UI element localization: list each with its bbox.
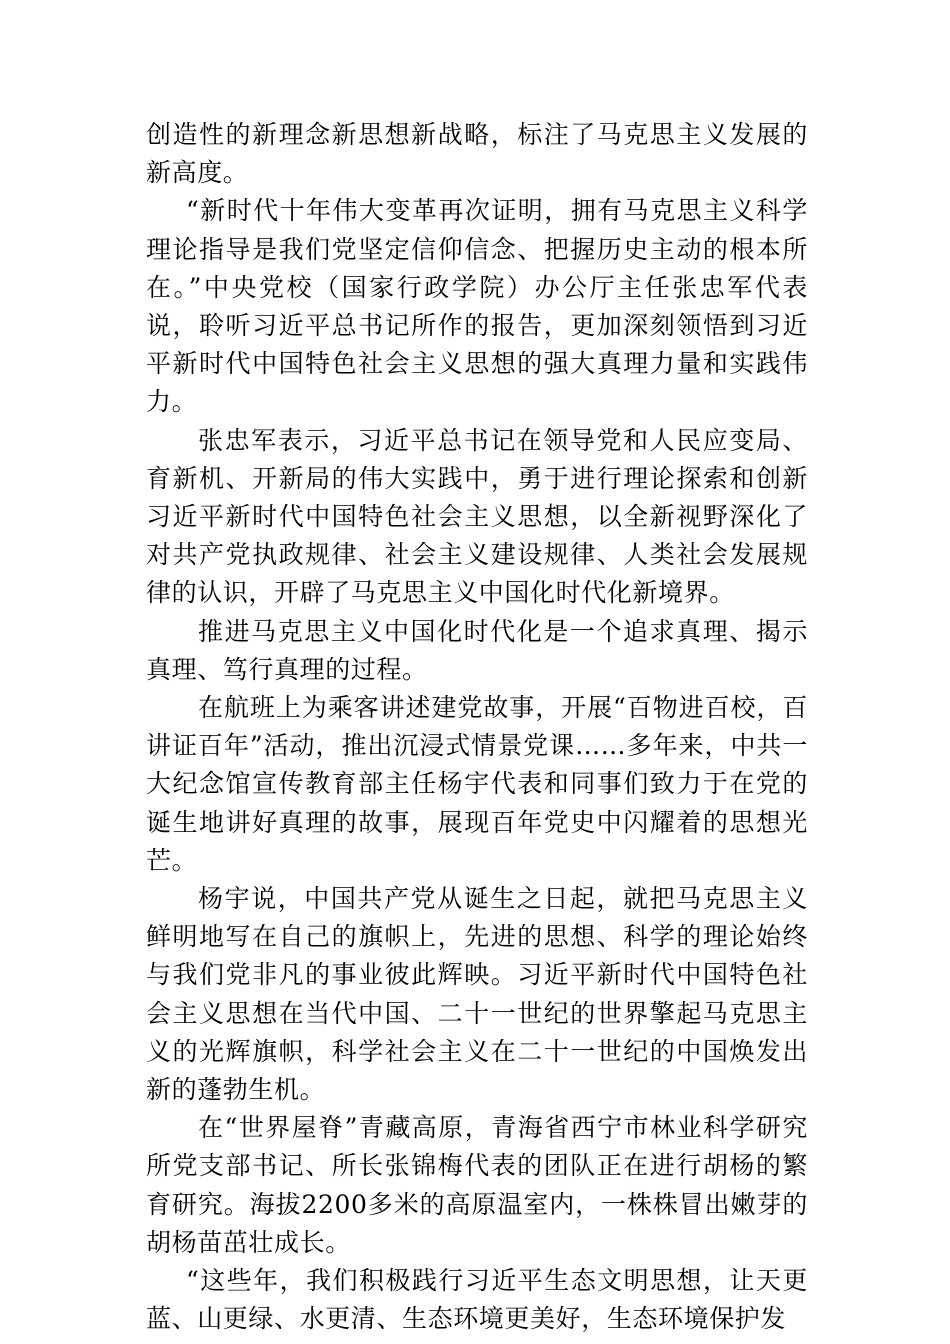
- paragraph-4: 推进马克思主义中国化时代化是一个追求真理、揭示真理、笃行真理的过程。: [146, 616, 808, 684]
- paragraph-3: 张忠军表示，习近平总书记在领导党和人民应变局、育新机、开新局的伟大实践中，勇于进行理论探索和创新习近平新时代中国特色社会主义思想，以全新视野深化了对共产党执政规律、社会主义建设规律、人类社会发展规律的认识，开辟了马克思主义中国化时代化新境界。: [146, 425, 808, 608]
- paragraph-8: “这些年，我们积极践行习近平生态文明思想，让天更蓝、山更绿、水更清、生态环境更美好，生态环境保护发: [146, 1266, 808, 1334]
- paragraph-5: 在航班上为乘客讲述建党故事，开展“百物进百校，百讲证百年”活动，推出沉浸式情景党课……多年来，中共一大纪念馆宣传教育部主任杨宇代表和同事们致力于在党的诞生地讲好真理的故事，展现百年党史中闪耀着的思想光芒。: [146, 693, 808, 875]
- paragraph-6: 杨宇说，中国共产党从诞生之日起，就把马克思主义鲜明地写在自己的旗帜上，先进的思想、科学的理论始终与我们党非凡的事业彼此辉映。习近平新时代中国特色社会主义思想在当代中国、二十一世纪的世界擎起马克思主义的光辉旗帜，科学社会主义在二十一世纪的中国焕发出新的蓬勃生机。: [146, 884, 808, 1105]
- paragraph-7: 在“世界屋脊”青藏高原，青海省西宁市林业科学研究所党支部书记、所长张锦梅代表的团队正在进行胡杨的繁育研究。海拔2200多米的高原温室内，一株株冒出嫩芽的胡杨苗茁壮成长。: [146, 1113, 808, 1257]
- paragraph-2: “新时代十年伟大变革再次证明，拥有马克思主义科学理论指导是我们党坚定信仰信念、把握历史主动的根本所在。”中央党校（国家行政学院）办公厅主任张忠军代表说，聆听习近平总书记所作的报告，更加深刻领悟到习近平新时代中国特色社会主义思想的强大真理力量和实践伟力。: [146, 196, 808, 417]
- paragraph-1: 创造性的新理念新思想新战略，标注了马克思主义发展的新高度。: [146, 120, 808, 188]
